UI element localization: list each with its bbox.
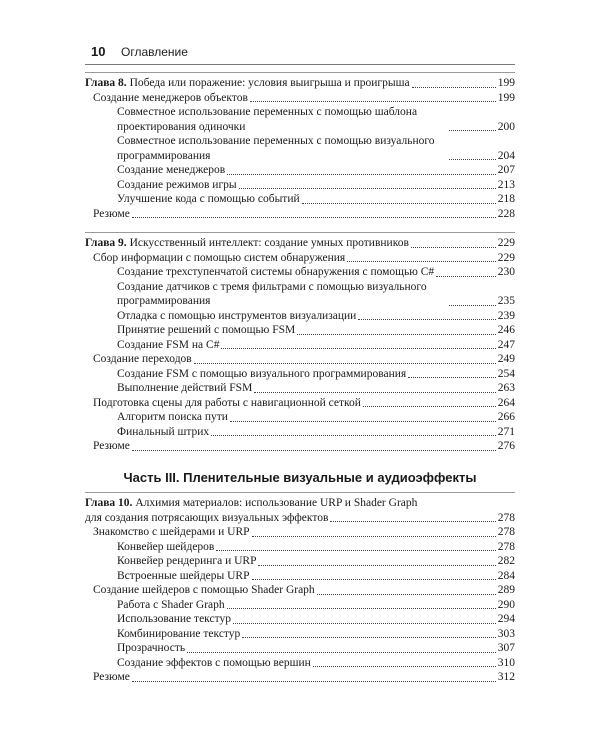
- part-heading: Часть III. Пленительные визуальные и аудиоэффекты: [123, 470, 477, 485]
- toc-entry[interactable]: [85, 178, 515, 193]
- toc-entry[interactable]: [85, 670, 515, 685]
- toc-entry[interactable]: [85, 425, 515, 440]
- page-ref: 310: [497, 656, 515, 669]
- page-ref: 213: [497, 178, 515, 191]
- page-ref: 263: [497, 382, 515, 394]
- running-title: Оглавление: [121, 45, 188, 59]
- leader-dots: [227, 608, 496, 609]
- leader-dots: [132, 450, 496, 451]
- entry-title: Создание эффектов с помощью вершин: [117, 656, 311, 669]
- leader-dots: [216, 550, 495, 551]
- leader-dots: [302, 203, 496, 204]
- toc-entry[interactable]: [85, 396, 515, 411]
- chapter-title: Алхимия материалов: использование URP и Shader Graph: [135, 497, 418, 509]
- page-ref: 294: [497, 613, 515, 625]
- toc-entry[interactable]: [85, 352, 515, 367]
- entry-title: Встроенные шейдеры URP: [117, 569, 250, 582]
- page-ref: 199: [497, 77, 515, 89]
- leader-dots: [297, 334, 496, 335]
- page-ref: 228: [497, 207, 515, 220]
- leader-dots: [436, 276, 496, 277]
- leader-dots: [317, 594, 496, 595]
- entry-title: Создание FSM на C#: [117, 338, 220, 351]
- page-ref: 200: [497, 120, 515, 133]
- entry-title: Улучшение кода с помощью событий: [117, 193, 300, 205]
- leader-dots: [449, 130, 496, 131]
- page-ref: 266: [497, 411, 515, 423]
- chapter-9-block: [85, 232, 515, 454]
- entry-title: Финальный штрих: [117, 425, 210, 438]
- leader-dots: [358, 319, 495, 320]
- toc-entry-chapter-10[interactable]: [85, 511, 515, 526]
- toc-entry[interactable]: [85, 598, 515, 613]
- toc-entry[interactable]: [85, 554, 515, 569]
- page-ref: 230: [497, 266, 515, 278]
- page-ref: 290: [497, 598, 515, 611]
- toc-entry[interactable]: [85, 569, 515, 584]
- leader-dots: [242, 637, 495, 638]
- entry-title: Создание FSM с помощью визуального программирования: [117, 367, 407, 380]
- page-ref: 278: [497, 540, 515, 553]
- entry-title: Резюме: [93, 207, 130, 220]
- toc-entry-chapter-10-line1[interactable]: [85, 496, 515, 511]
- toc-entry[interactable]: [85, 641, 515, 656]
- entry-title: Сбор информации с помощью систем обнаружения: [93, 251, 346, 264]
- chapter-title-line2: для создания потрясающих визуальных эффектов: [85, 511, 329, 524]
- page-ref: 239: [497, 309, 515, 322]
- toc-entry[interactable]: [85, 105, 515, 134]
- toc-entry[interactable]: [85, 323, 515, 338]
- page-ref: 207: [497, 164, 515, 176]
- leader-dots: [233, 623, 496, 624]
- leader-dots: [252, 579, 496, 580]
- entry-title: Знакомство с шейдерами и URP: [93, 526, 250, 538]
- leader-dots: [132, 681, 496, 682]
- page-number: 10: [91, 44, 106, 59]
- leader-dots: [347, 261, 496, 262]
- page-ref: 218: [497, 193, 515, 205]
- page-ref: 278: [497, 511, 515, 524]
- toc-entry[interactable]: [85, 338, 515, 353]
- leader-dots: [250, 101, 496, 102]
- toc-entry[interactable]: [85, 309, 515, 324]
- leader-dots: [408, 377, 496, 378]
- entry-title: Алгоритм поиска пути: [117, 411, 228, 423]
- page-ref: 282: [497, 555, 515, 567]
- entry-title: Создание режимов игры: [117, 178, 237, 191]
- leader-dots: [194, 363, 496, 364]
- page-ref: 254: [497, 367, 515, 380]
- page-ref: 199: [497, 91, 515, 104]
- page-ref: 246: [497, 324, 515, 336]
- leader-dots: [252, 536, 496, 537]
- toc-entry-chapter-9[interactable]: [85, 236, 515, 251]
- chapter-label: Глава 10.: [85, 497, 133, 509]
- entry-title: Создание менеджеров: [117, 164, 226, 176]
- entry-title: Работа с Shader Graph: [117, 598, 225, 611]
- page-ref: 229: [497, 237, 515, 249]
- entry-title: Совместное использование переменных с помощью визуального программирования: [117, 135, 435, 162]
- toc-entry[interactable]: [85, 163, 515, 178]
- leader-dots: [449, 159, 496, 160]
- entry-title: Резюме: [93, 671, 130, 683]
- leader-dots: [330, 521, 495, 522]
- page-ref: 271: [497, 425, 515, 438]
- leader-dots: [239, 188, 496, 189]
- entry-title: Комбинирование текстур: [117, 627, 241, 640]
- page-ref: 264: [497, 396, 515, 409]
- toc-entry[interactable]: [85, 410, 515, 425]
- leader-dots: [187, 652, 496, 653]
- toc-entry[interactable]: [85, 134, 515, 163]
- page-ref: 289: [497, 584, 515, 596]
- entry-title: Конвейер рендеринга и URP: [117, 555, 257, 567]
- toc-entry[interactable]: [85, 656, 515, 671]
- page-ref: 303: [497, 627, 515, 640]
- entry-title: Создание шейдеров с помощью Shader Graph: [93, 584, 315, 596]
- page-header: [85, 44, 515, 65]
- toc-entry[interactable]: [85, 91, 515, 106]
- toc-entry[interactable]: [85, 280, 515, 309]
- entry-title: Создание переходов: [93, 353, 192, 365]
- entry-title: Подготовка сцены для работы с навигационной сеткой: [93, 396, 361, 409]
- toc-entry[interactable]: [85, 381, 515, 396]
- entry-title: Отладка с помощью инструментов визуализации: [117, 309, 357, 322]
- leader-dots: [230, 421, 496, 422]
- chapter-8-block: [85, 72, 515, 221]
- leader-dots: [363, 406, 496, 407]
- leader-dots: [211, 435, 496, 436]
- entry-title: Резюме: [93, 440, 130, 452]
- page-ref: 307: [497, 642, 515, 654]
- entry-title: Конвейер шейдеров: [117, 540, 215, 553]
- entry-title: Выполнение действий FSM: [117, 382, 253, 394]
- toc-entry[interactable]: [85, 627, 515, 642]
- page-ref: 278: [497, 526, 515, 538]
- entry-title: Создание трехступенчатой системы обнаружения с помощью C#: [117, 266, 435, 278]
- page-ref: 204: [497, 149, 515, 162]
- chapter-title: Искусственный интеллект: создание умных противников: [129, 237, 409, 249]
- leader-dots: [132, 217, 496, 218]
- entry-title: Создание менеджеров объектов: [93, 91, 248, 104]
- toc-entry-chapter-8[interactable]: [85, 76, 515, 91]
- toc-entry[interactable]: [85, 439, 515, 454]
- page-ref: 276: [497, 440, 515, 452]
- page-ref: 312: [497, 671, 515, 683]
- page-ref: 229: [497, 251, 515, 264]
- leader-dots: [254, 392, 495, 393]
- entry-title: Принятие решений с помощью FSM: [117, 324, 296, 336]
- entry-title: Использование текстур: [117, 613, 231, 625]
- toc-entry[interactable]: [85, 207, 515, 222]
- toc-entry[interactable]: [85, 192, 515, 207]
- toc-entry[interactable]: [85, 367, 515, 382]
- page-ref: 235: [497, 295, 515, 307]
- leader-dots: [313, 666, 496, 667]
- leader-dots: [227, 174, 496, 175]
- toc-entry[interactable]: [85, 583, 515, 598]
- toc-entry[interactable]: [85, 265, 515, 280]
- toc-entry[interactable]: [85, 251, 515, 266]
- leader-dots: [449, 305, 496, 306]
- page-ref: 247: [497, 338, 515, 351]
- toc-entry[interactable]: [85, 540, 515, 555]
- leader-dots: [221, 348, 495, 349]
- entry-title: Создание датчиков с тремя фильтрами с помощью визуального программирования: [117, 280, 427, 307]
- chapter-10-block: [85, 492, 515, 685]
- toc-entry[interactable]: [85, 525, 515, 540]
- page-ref: 284: [497, 569, 515, 582]
- leader-dots: [258, 565, 495, 566]
- chapter-title: Победа или поражение: условия выигрыша и проигрыша: [129, 77, 410, 89]
- toc-entry[interactable]: [85, 612, 515, 627]
- entry-title: Прозрачность: [117, 642, 186, 654]
- chapter-label: Глава 9.: [85, 237, 127, 249]
- chapter-label: Глава 8.: [85, 77, 127, 89]
- leader-dots: [411, 247, 496, 248]
- leader-dots: [412, 87, 496, 88]
- entry-title: Совместное использование переменных с помощью шаблона проектирования одиночки: [117, 106, 418, 133]
- page-ref: 249: [497, 353, 515, 365]
